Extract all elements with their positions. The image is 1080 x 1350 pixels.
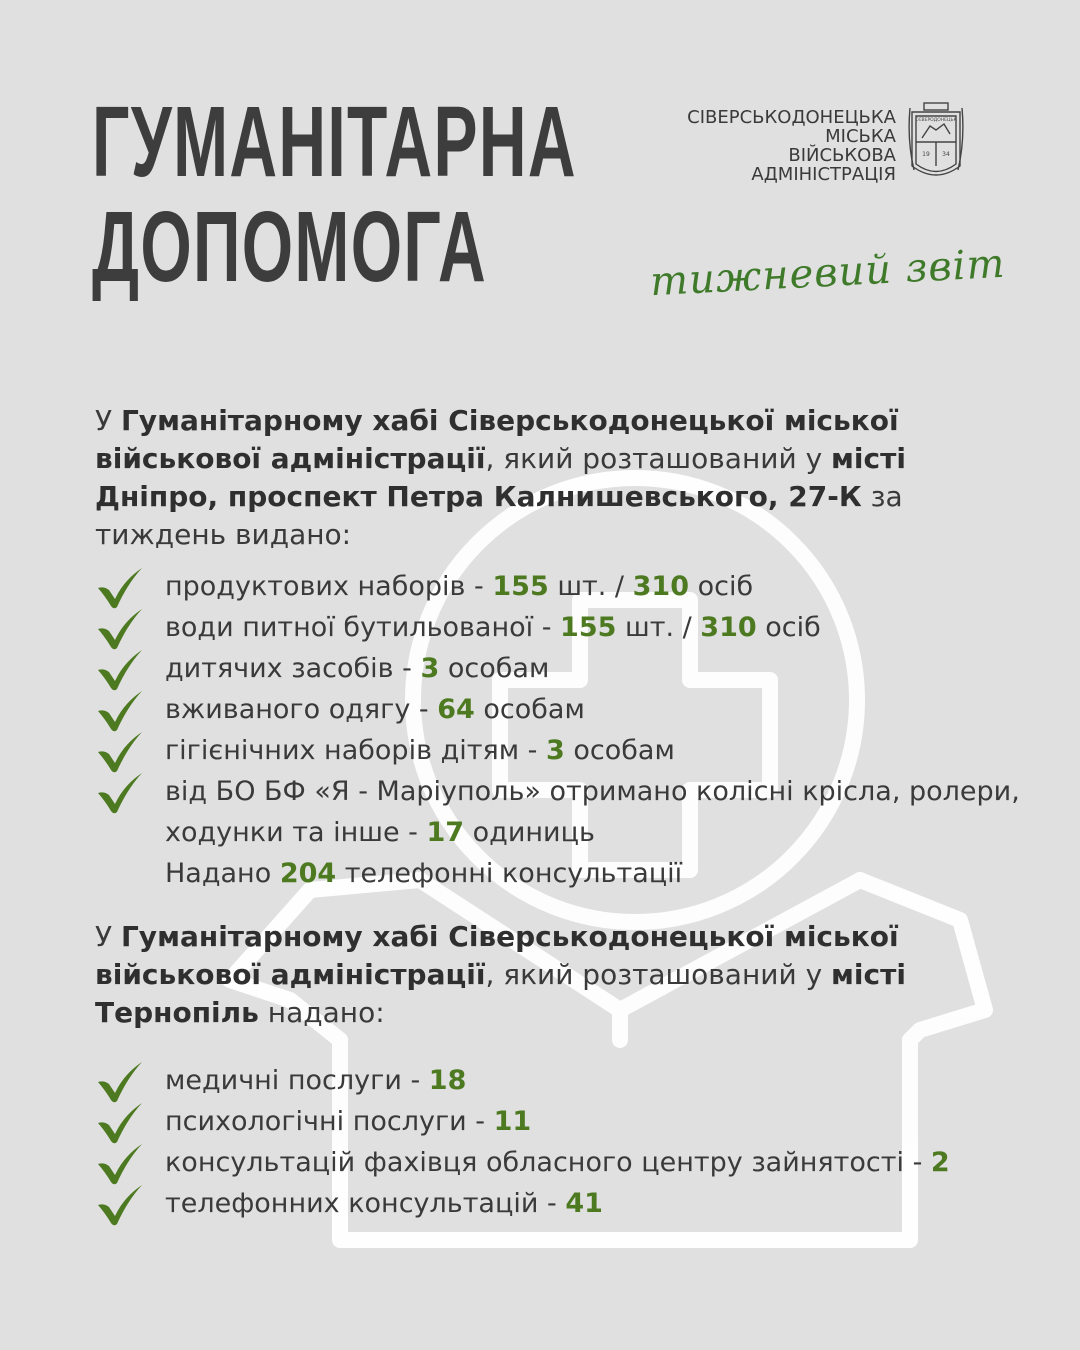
list-item <box>95 648 1080 689</box>
item-text: психологічні послуги - <box>165 1106 494 1137</box>
checkmark-icon <box>95 689 145 733</box>
organization-name <box>687 108 896 184</box>
intro-text: за тиждень видано: <box>95 480 903 551</box>
intro-bold-text: місті Дніпро, проспект Петра Калнишевського, 27-К <box>95 442 906 513</box>
item-text: дитячих засобів - <box>165 653 421 684</box>
intro-text: надано: <box>258 996 385 1029</box>
item-text: осіб <box>689 571 754 602</box>
item-value: 155 <box>560 612 617 643</box>
checkmark-icon <box>95 730 145 774</box>
item-value: 310 <box>700 612 757 643</box>
item-text: одиниць <box>464 817 595 848</box>
intro-text: У <box>95 920 121 953</box>
list-item <box>95 853 1080 894</box>
item-text: від БО БФ «Я - Маріуполь» отримано колісні крісла, ролери, ходунки та інше - <box>165 776 1020 848</box>
item-text: осіб <box>756 612 821 643</box>
checkmark-icon <box>95 648 145 692</box>
item-value: 155 <box>492 571 549 602</box>
item-text: особам <box>564 735 675 766</box>
emblem-year-left: 19 <box>922 151 930 158</box>
org-line-3: ВІЙСЬКОВА <box>788 145 896 166</box>
item-text: гігієнічних наборів дітям - <box>165 735 546 766</box>
list-item <box>95 1101 950 1142</box>
emblem-label: СЄВЕРОДОНЕЦЬК <box>915 118 957 123</box>
org-line-4: АДМІНІСТРАЦІЯ <box>751 164 896 185</box>
org-line-1: СІВЕРСЬКОДОНЕЦЬКА <box>687 107 896 128</box>
intro-bold-text: Гуманітарному хабі Сіверськодонецької міської військової адміністрації <box>95 404 899 475</box>
section1-list <box>95 566 1080 894</box>
item-text: особам <box>474 694 585 725</box>
item-text: шт. / <box>616 612 701 643</box>
item-value: 41 <box>565 1188 603 1219</box>
org-line-2: МІСЬКА <box>825 126 896 147</box>
item-value: 11 <box>493 1106 532 1137</box>
checkmark-icon <box>95 1183 145 1227</box>
list-item <box>95 1060 950 1101</box>
checkmark-icon <box>95 1101 145 1145</box>
checkmark-icon <box>95 607 145 651</box>
item-value: 17 <box>426 817 465 848</box>
item-text: телефонні консультації <box>336 858 683 889</box>
item-text: медичні послуги - <box>165 1065 429 1096</box>
item-text: вживаного одягу - <box>165 694 438 725</box>
list-item <box>95 689 1080 730</box>
city-emblem-logo <box>906 100 966 190</box>
title-line-1: ГУМАНІТАРНА <box>92 86 577 198</box>
item-text: шт. / <box>548 571 633 602</box>
item-text: особам <box>439 653 550 684</box>
intro-bold-text: Гуманітарному хабі Сіверськодонецької міської військової адміністрації <box>95 920 899 991</box>
intro-text: , який розташований у <box>485 958 832 991</box>
item-value: 204 <box>279 858 337 889</box>
list-item <box>95 607 1080 648</box>
item-value: 3 <box>545 735 565 766</box>
item-value: 3 <box>420 653 440 684</box>
list-item <box>95 566 1080 607</box>
item-value: 2 <box>930 1147 950 1178</box>
list-item <box>95 771 1080 853</box>
item-text: Надано <box>165 858 280 889</box>
item-text: консультацій фахівця обласного центру зайнятості - <box>165 1147 931 1178</box>
emblem-year-right: 34 <box>942 151 950 158</box>
page-title <box>92 86 577 303</box>
section2-list <box>95 1060 950 1224</box>
item-text: води питної бутильованої - <box>165 612 561 643</box>
intro-text: У <box>95 404 121 437</box>
intro-bold-text: місті Тернопіль <box>95 958 906 1029</box>
list-item <box>95 1142 950 1183</box>
intro-text: , який розташований у <box>485 442 832 475</box>
item-text: телефонних консультацій - <box>165 1188 566 1219</box>
section1-intro <box>95 402 995 554</box>
weekly-report-subtitle: тижневий звіт <box>649 240 1007 306</box>
checkmark-icon <box>95 1060 145 1104</box>
item-value: 18 <box>428 1065 467 1096</box>
list-item <box>95 1183 950 1224</box>
item-value: 64 <box>437 694 475 725</box>
title-line-2: ДОПОМОГА <box>92 191 487 303</box>
checkmark-icon <box>95 1142 145 1186</box>
list-item <box>95 730 1080 771</box>
checkmark-icon <box>95 566 145 610</box>
item-value: 310 <box>632 571 689 602</box>
section2-intro <box>95 918 995 1032</box>
item-text: продуктових наборів - <box>165 571 493 602</box>
checkmark-icon <box>95 771 145 815</box>
